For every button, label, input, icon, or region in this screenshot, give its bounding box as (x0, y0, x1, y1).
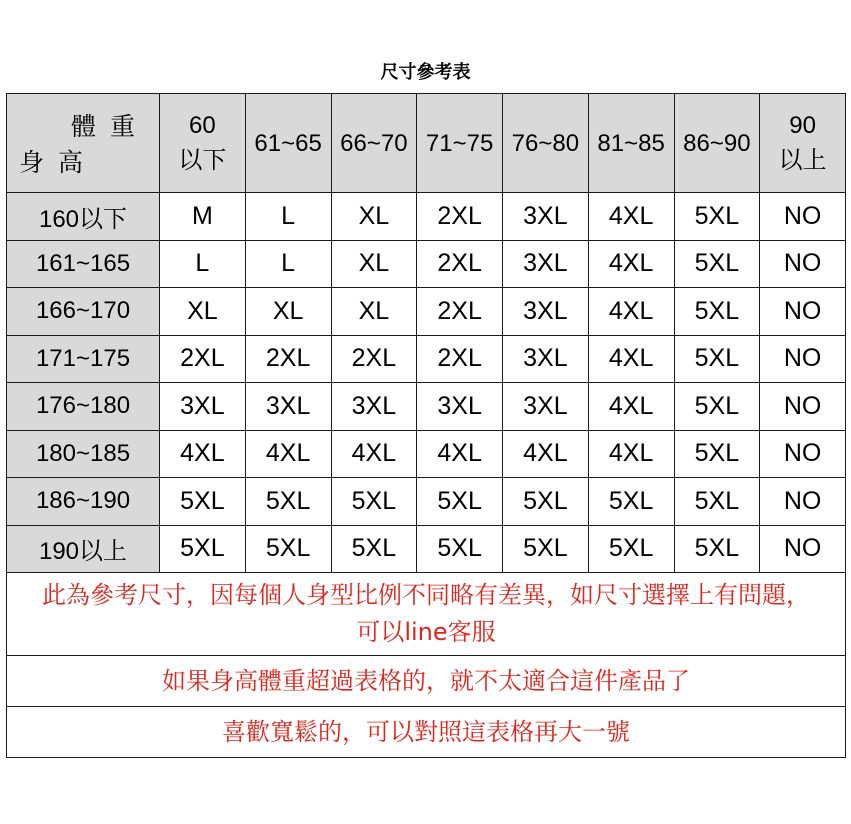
size-cell: 5XL (160, 478, 246, 526)
weight-range-label: 61~65 (254, 129, 322, 157)
size-cell: NO (760, 478, 846, 526)
size-cell: 5XL (245, 525, 331, 573)
size-cell: 5XL (503, 478, 589, 526)
size-cell: L (245, 193, 331, 241)
weight-range-label: 76~80 (511, 129, 580, 157)
size-cell: 5XL (417, 478, 503, 526)
size-cell: 3XL (503, 193, 589, 241)
size-cell: XL (331, 240, 417, 288)
size-cell: 2XL (160, 335, 246, 383)
size-cell: 5XL (503, 525, 589, 573)
header-row (7, 94, 846, 193)
size-cell: L (160, 240, 246, 288)
size-cell: NO (760, 288, 846, 336)
size-cell: 5XL (674, 478, 760, 526)
table-row (7, 525, 846, 573)
size-cell: NO (760, 383, 846, 431)
table-row (7, 288, 846, 336)
size-cell: 4XL (503, 430, 589, 478)
table-row (7, 193, 846, 241)
size-cell: 3XL (503, 383, 589, 431)
size-cell: XL (160, 288, 246, 336)
weight-range-label: 86~90 (683, 129, 751, 157)
reference-note: 此為參考尺寸，因每個人身型比例不同略有差異，如尺寸選擇上有問題，可以line客服 (7, 573, 846, 656)
size-cell: XL (245, 288, 331, 336)
size-cell: 2XL (245, 335, 331, 383)
size-cell: 3XL (160, 383, 246, 431)
size-cell: 3XL (245, 383, 331, 431)
size-cell: 5XL (588, 525, 674, 573)
size-cell: NO (760, 335, 846, 383)
weight-column-header (503, 94, 589, 193)
weight-range-label: 60 以下 (178, 112, 227, 174)
height-range-cell: 166~170 (7, 288, 160, 336)
size-chart-table (6, 93, 846, 758)
size-cell: 2XL (417, 288, 503, 336)
size-cell: 5XL (331, 478, 417, 526)
height-range-cell: 160以下 (7, 193, 160, 241)
size-cell: 4XL (588, 240, 674, 288)
size-cell: 3XL (417, 383, 503, 431)
weight-column-header (331, 94, 417, 193)
table-row (7, 240, 846, 288)
size-cell: XL (331, 193, 417, 241)
size-cell: 5XL (674, 288, 760, 336)
size-cell: 2XL (417, 193, 503, 241)
weight-range-label: 66~70 (340, 129, 408, 157)
size-cell: 4XL (588, 430, 674, 478)
weight-range-label: 90 以上 (778, 112, 827, 174)
height-range-cell: 171~175 (7, 335, 160, 383)
height-range-cell: 176~180 (7, 383, 160, 431)
size-cell: 5XL (674, 193, 760, 241)
size-cell: 5XL (674, 430, 760, 478)
weight-range-label: 81~85 (597, 129, 665, 157)
height-range-cell: 161~165 (7, 240, 160, 288)
size-cell: 5XL (674, 383, 760, 431)
size-cell: 5XL (674, 240, 760, 288)
height-range-cell: 180~185 (7, 430, 160, 478)
size-cell: 4XL (245, 430, 331, 478)
size-cell: M (160, 193, 246, 241)
size-cell: 5XL (245, 478, 331, 526)
weight-column-header (588, 94, 674, 193)
table-row (7, 430, 846, 478)
chart-title: 尺寸參考表 (380, 62, 471, 83)
weight-column-header (674, 94, 760, 193)
size-cell: 5XL (674, 335, 760, 383)
table-row (7, 383, 846, 431)
size-cell: L (245, 240, 331, 288)
table-row (7, 335, 846, 383)
size-cell: 4XL (588, 383, 674, 431)
size-cell: 4XL (588, 193, 674, 241)
note-row (7, 707, 846, 758)
height-range-cell: 190以上 (7, 525, 160, 573)
size-cell: 3XL (331, 383, 417, 431)
size-cell: 5XL (588, 478, 674, 526)
size-cell: NO (760, 430, 846, 478)
height-range-cell: 186~190 (7, 478, 160, 526)
size-cell: 4XL (588, 335, 674, 383)
note-row (7, 656, 846, 707)
note-row (7, 573, 846, 656)
size-table-body (7, 193, 846, 573)
size-cell: 5XL (160, 525, 246, 573)
weight-column-header (417, 94, 503, 193)
size-cell: 2XL (417, 335, 503, 383)
size-cell: 4XL (588, 288, 674, 336)
weight-column-header (160, 94, 246, 193)
size-cell: 4XL (160, 430, 246, 478)
size-cell: 2XL (331, 335, 417, 383)
size-cell: XL (331, 288, 417, 336)
size-cell: 4XL (331, 430, 417, 478)
size-cell: NO (760, 240, 846, 288)
oversize-note: 如果身高體重超過表格的，就不太適合這件產品了 (7, 656, 846, 707)
loose-fit-note: 喜歡寬鬆的，可以對照這表格再大一號 (7, 707, 846, 758)
size-cell: 4XL (417, 430, 503, 478)
table-row (7, 478, 846, 526)
size-cell: 3XL (503, 240, 589, 288)
size-cell: NO (760, 193, 846, 241)
size-cell: 5XL (331, 525, 417, 573)
height-axis-label: 身高 (19, 149, 98, 177)
size-cell: 5XL (417, 525, 503, 573)
size-cell: 3XL (503, 288, 589, 336)
weight-column-header (760, 94, 846, 193)
size-cell: 2XL (417, 240, 503, 288)
weight-range-label: 71~75 (425, 129, 494, 157)
weight-column-header (245, 94, 331, 193)
weight-axis-label: 體重 (70, 113, 149, 141)
corner-header-cell (7, 94, 160, 193)
size-cell: 5XL (674, 525, 760, 573)
size-cell: NO (760, 525, 846, 573)
size-cell: 3XL (503, 335, 589, 383)
